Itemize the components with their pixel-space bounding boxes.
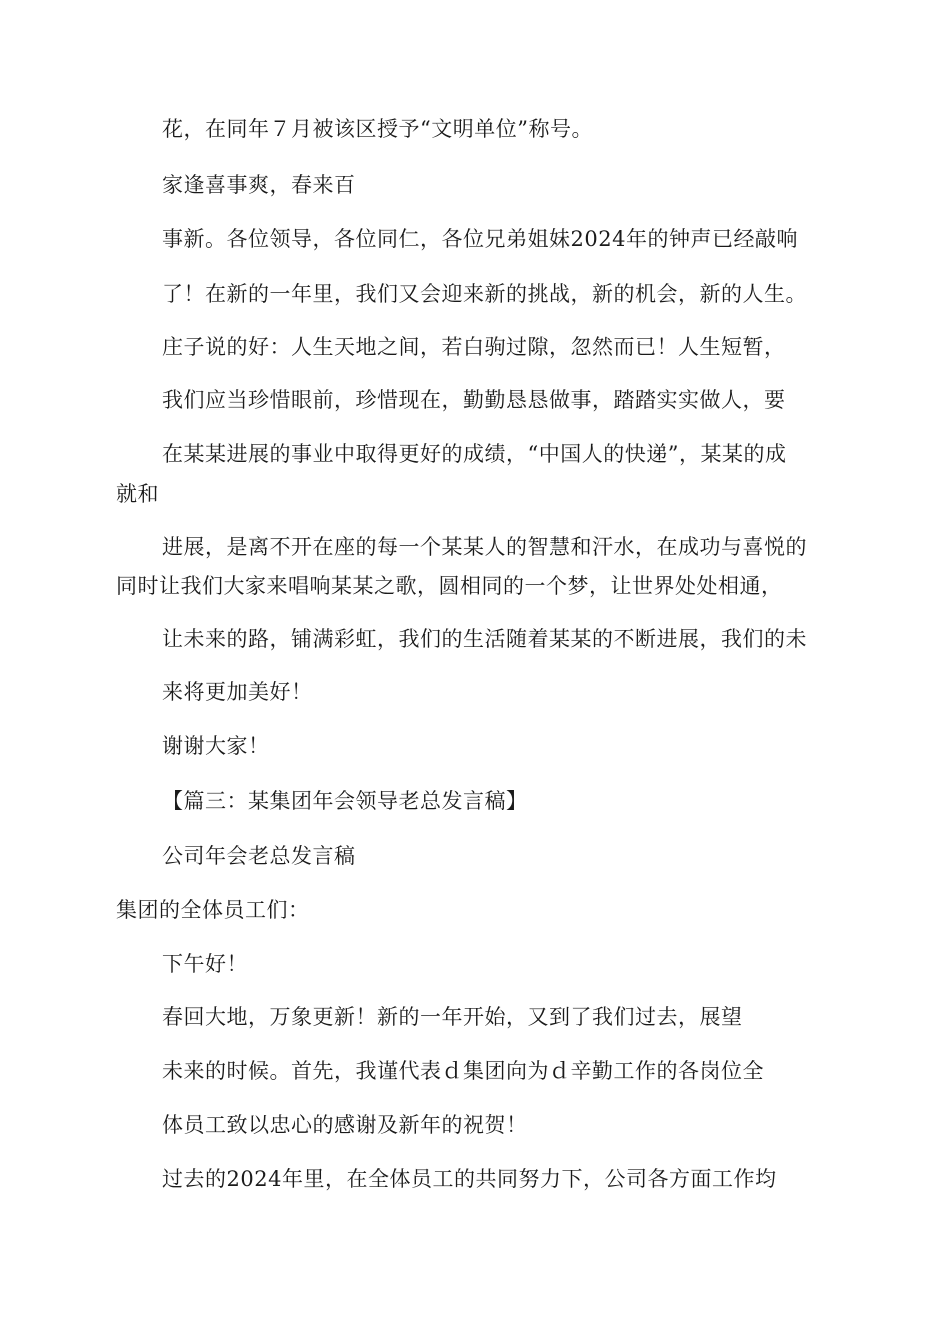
paragraph-line: 在某某进展的事业中取得更好的成绩，“中国人的快递”，某某的成 bbox=[162, 442, 787, 466]
paragraph-line: 我们应当珍惜眼前，珍惜现在，勤勤恳恳做事，踏踏实实做人，要 bbox=[162, 388, 786, 412]
section-heading: 【篇三：某集团年会领导老总发言稿】 bbox=[162, 789, 528, 813]
paragraph-line: 同时让我们大家来唱响某某之歌，圆相同的一个梦，让世界处处相通， bbox=[116, 574, 783, 598]
paragraph-line: 家逢喜事爽，春来百 bbox=[162, 173, 356, 197]
paragraph-line: 谢谢大家！ bbox=[162, 734, 270, 758]
paragraph-line: 下午好！ bbox=[162, 952, 248, 976]
paragraph-line: 公司年会老总发言稿 bbox=[162, 844, 356, 868]
paragraph-line: 就和 bbox=[116, 482, 159, 506]
paragraph-line: 春回大地，万象更新！新的一年开始，又到了我们过去，展望 bbox=[162, 1005, 743, 1029]
paragraph-line: 了！在新的一年里，我们又会迎来新的挑战，新的机会，新的人生。 bbox=[162, 282, 807, 306]
paragraph-line: 体员工致以忠心的感谢及新年的祝贺！ bbox=[162, 1113, 528, 1137]
paragraph-line: 未来的时候。首先，我谨代表ｄ集团向为ｄ辛勤工作的各岗位全 bbox=[162, 1059, 764, 1083]
paragraph-line: 过去的2024年里，在全体员工的共同努力下，公司各方面工作均 bbox=[162, 1167, 777, 1191]
paragraph-line: 让未来的路，铺满彩虹，我们的生活随着某某的不断进展，我们的未 bbox=[162, 627, 807, 651]
paragraph-line: 进展，是离不开在座的每一个某某人的智慧和汗水，在成功与喜悦的 bbox=[162, 535, 807, 559]
paragraph-line: 花，在同年７月被该区授予“文明单位”称号。 bbox=[162, 117, 593, 141]
paragraph-line: 集团的全体员工们： bbox=[116, 898, 310, 922]
paragraph-line: 事新。各位领导，各位同仁，各位兄弟姐妹2024年的钟声已经敲响 bbox=[162, 227, 798, 251]
paragraph-line: 来将更加美好！ bbox=[162, 680, 313, 704]
paragraph-line: 庄子说的好：人生天地之间，若白驹过隙，忽然而已！人生短暂， bbox=[162, 335, 786, 359]
